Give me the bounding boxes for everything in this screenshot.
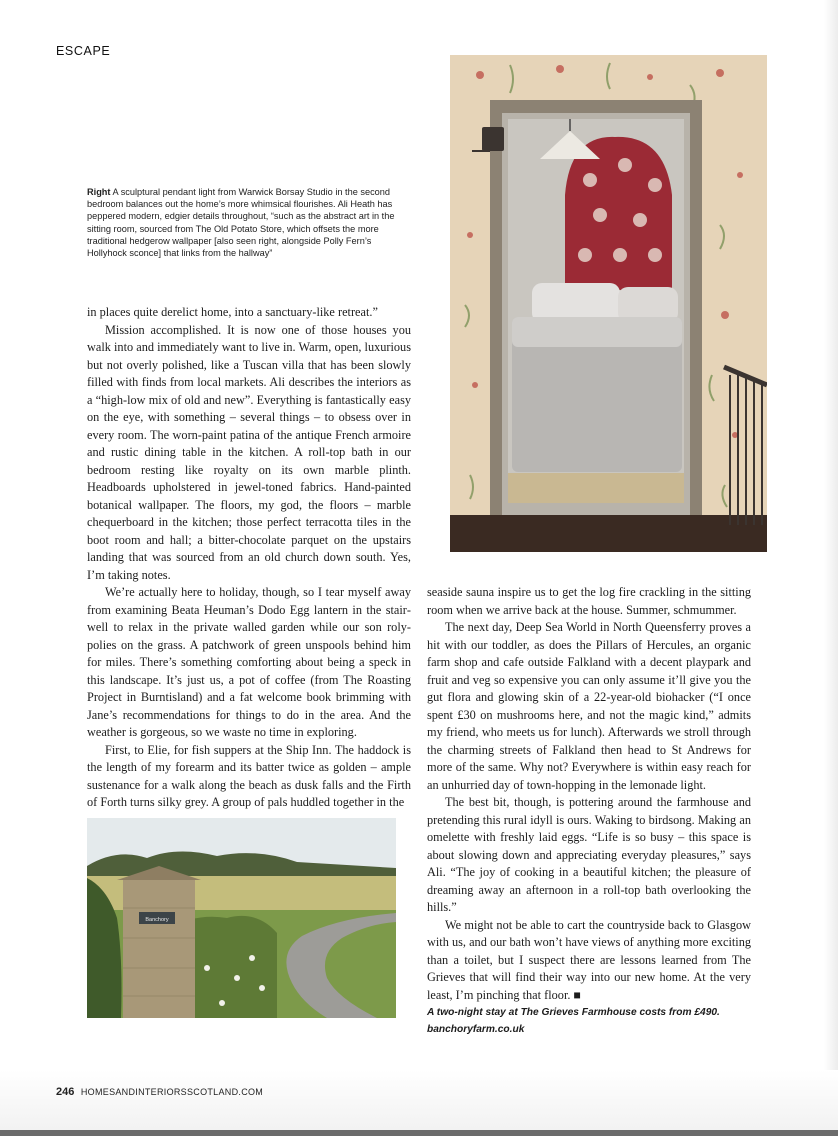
caption-body: A sculptural pendant light from Warwick Borsay Studio in the second bedroom balances out the home’s more whimsical flourishes. Ali Heath has peppered modern, edgier details throughout, “such as the abstract art in the sitting room, sourced from The Old Potato Store, which offsets the more traditional hedgerow wallpaper [also seen right, alongside Polly Fern’s Hollyhock sconce] that links from the hallway” [87, 187, 395, 259]
magazine-website: HOMESANDINTERIORSSCOTLAND.COM [80, 1087, 264, 1097]
country-lane-photo [87, 818, 396, 1018]
caption-lead: Right [87, 187, 111, 197]
page-bottom-bar [0, 1130, 838, 1136]
booking-credit-website: banchoryfarm.co.uk [427, 1024, 525, 1035]
photo-caption [87, 186, 407, 259]
section-label: ESCAPE [56, 44, 111, 58]
gatepost-sign-text: Banchory [145, 917, 169, 923]
article-paragraph: Mission accomplished. It is now one of those houses you walk into and immediately want to live in. Warm, open, luxurious but not overly polished, like a Tuscan villa that has been slowly filled with finds from local markets. Ali describes the interiors as a “high-low mix of old and new”. Everything is fantastically easy on the eye, with something – several things – to obsess over in every room. The worn-paint patina of the antique French armoire and rustic dining table in the kitchen. A roll-top bath in our bedroom resting like royalty on its own marble plinth. Headboards upholstered in jewel-toned fabrics. Hand-painted botanical wallpaper. The floors, my god, the floors – marble chequerboard in the kitchen; those perfect terracotta tiles in the boot room and hall; a bitter-chocolate parquet on the upstairs landing that was sourced from an old church down south. Yes, I’m taking notes. [87, 322, 411, 582]
article-paragraph: seaside sauna inspire us to get the log fire crackling in the sitting room when we arrive back at the house. Summer, schmummer. [427, 585, 751, 617]
article-column-right [427, 584, 751, 1038]
bedroom-photo [450, 55, 767, 552]
article-column-left [87, 304, 411, 812]
article-paragraph: We might not be able to cart the countryside back to Glasgow with us, and our bath won’t have views of anything more exciting than a toilet, but I suspect there are lessons learned from The Grieves that will find their way into our new home. At the very least, I’m pinching that floor. ■ [427, 917, 751, 1002]
article-paragraph: We’re actually here to holiday, though, so I tear myself away from examining Beata Heuman’s Dodo Egg lantern in the stairwell to relax in the private walled garden while our son roly-polies on the grass. A patchwork of green unspools behind him for miles. There’s something comforting about being a speck in this landscape. It’s just us, a pot of coffee (from The Roasting Project in Burntisland) and a fat welcome book brimming with Jane’s recommendations for things to do in the area. And the weather is gorgeous, so we waste no time in exploring. [87, 585, 411, 739]
booking-credit [427, 1004, 751, 1038]
page-number: 246 [56, 1086, 75, 1098]
article-paragraph: in places quite derelict home, into a sanctuary-like retreat.” [87, 305, 378, 319]
page-footer [56, 1086, 263, 1098]
article-paragraph: The best bit, though, is pottering around the farmhouse and pretending this rural idyll is ours. Waking to birdsong. Making an omelette with freshly laid eggs. “Life is so busy – this space is about slowing down and appreciating everyday pleasures,” says Ali. “The joy of cooking in a beautiful kitchen; the pleasure of dreaming away an afternoon in a roll-top bath overlooking the hills.” [427, 795, 751, 914]
bedroom-photo-illustration [450, 55, 767, 552]
page-edge-shadow [824, 0, 838, 1136]
country-lane-illustration [87, 818, 396, 1018]
page-bottom-fade [0, 1070, 838, 1130]
booking-credit-price: A two-night stay at The Grieves Farmhouse costs from £490. [427, 1007, 720, 1018]
article-paragraph: First, to Elie, for fish suppers at the Ship Inn. The haddock is the length of my forearm and its batter twice as golden – ample sustenance for a walk along the beach as dusk falls and the Firth of Forth turns silky grey. A group of pals huddled together in the [87, 742, 411, 809]
article-paragraph: The next day, Deep Sea World in North Queensferry proves a hit with our toddler, as does the Pillars of Hercules, an organic farm shop and cafe outside Falkland with a decent playpark and fruit and veg so expensive you can only assume it’ll give you the gut flora and glowing skin of a 22-year-old biohacker (“I once spent £30 on mushrooms here, and not the magic kind,” admits my friend, who meets us for lunch). Afterwards we stroll through the charming streets of Falkland then head to St Andrews for more of the same. Why not? Everywhere is within easy reach for an unhurried day of town-hopping in the lemonade light. [427, 620, 751, 792]
